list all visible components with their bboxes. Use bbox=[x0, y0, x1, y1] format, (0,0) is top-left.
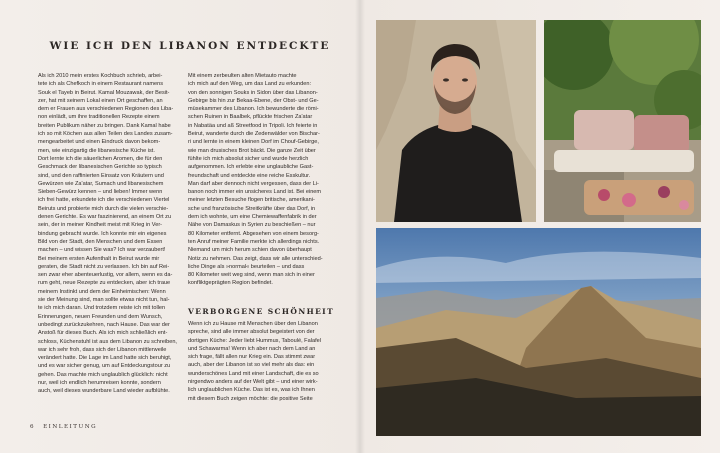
text-line: ich mich auf den Weg, um das Land zu erkunden: bbox=[188, 81, 312, 88]
text-line: bindung gebracht wurde. Ich konnte mir ein eigenes bbox=[38, 230, 167, 237]
text-line: ten Anruf meiner Familie merkte ich allerdings nichts. bbox=[188, 238, 320, 245]
text-line: mit diesem Buch zeigen möchte: die positive Seite bbox=[188, 395, 313, 402]
text-line: ri und lernte in einem kleinen Dorf im Chouf-Gebirge, bbox=[188, 139, 319, 146]
text-line: Gebirge bis hin zur Bekaa-Ebene, der Obst- und Ge- bbox=[188, 97, 319, 104]
text-line: auch, aber der Libanon ist so viel mehr als das: ein bbox=[188, 362, 315, 369]
text-line: Erinnerungen, neuen Freunden und dem Wunsch, bbox=[38, 313, 163, 320]
portrait-photo bbox=[376, 20, 536, 222]
text-line: Mit einem zerbeulten alten Mietauto machte bbox=[188, 73, 297, 79]
text-line: banon noch immer ein unsicheres Land ist. Bei einem bbox=[188, 189, 322, 196]
page-title: WIE ICH DEN LIBANON ENTDECKTE bbox=[49, 40, 331, 52]
text-line: ich so mit Köchen aus allen Teilen des Landes zusam- bbox=[38, 131, 173, 138]
text-line: sche und französische Streitkräfte über das Dorf, in bbox=[188, 205, 316, 212]
text-line: auch, weil dieses wunderbare Land wieder aufblühte. bbox=[38, 388, 170, 395]
text-column-middle-continued bbox=[188, 320, 338, 403]
text-line: Als ich 2010 mein erstes Kochbuch schrieb, arbei- bbox=[38, 73, 163, 79]
text-line: sind, und den raffinierten Einsatz von Kräutern und bbox=[38, 172, 164, 179]
text-line: Beirut, wanderte durch die Zedenwälder von Bischar- bbox=[188, 131, 320, 138]
book-gutter bbox=[355, 0, 365, 453]
text-line: Sieben-Gewürz kennen – und lieben! Immer wenn bbox=[38, 189, 163, 196]
landscape-photo bbox=[376, 228, 701, 436]
text-line: 80 Kilometer entfernt. Abgesehen von einem besorg- bbox=[188, 230, 319, 237]
text-line: verändert hatte. Die Lage im Land hatte sich beruhigt, bbox=[38, 355, 172, 362]
text-line: wunderschönes Land mit einer Landschaft, die es so bbox=[188, 370, 319, 377]
text-line: Man darf aber dennoch nicht vergessen, dass der Li- bbox=[188, 180, 319, 187]
text-line: dortigen Küche: Jeder liebt Hummus, Taboulé, Falafel bbox=[188, 337, 321, 344]
text-line: müsekammer des Libanon. Ich bewunderte die römi- bbox=[188, 106, 319, 113]
text-line: Souk el Tayeb in Beirut. Kamal Mouzawak, der Besit- bbox=[38, 89, 170, 96]
text-line: Bei meinem ersten Aufenthalt in Beirut wurde mir bbox=[38, 255, 160, 262]
text-line: schloss, Küchenstuhl ist aus dem Libanon zu schreiben, bbox=[38, 338, 177, 345]
text-column-middle bbox=[188, 72, 338, 288]
text-line: machen – und wissen Sie was? Ich war verzaubert! bbox=[38, 247, 166, 254]
text-line: Anstoß für dieses Buch. Als ich mich schließlich ent- bbox=[38, 330, 168, 337]
text-line: sen zwar eher abenteuerlustig, vor allem, wenn es da- bbox=[38, 272, 173, 279]
text-line: 80 Kilometer weit weg sind, wenn man sich in einer bbox=[188, 272, 315, 279]
text-line: men, wie einzigartig die libanesische Küche ist. bbox=[38, 147, 155, 154]
text-line: spreche, sind alle immer absolut begeistert von der bbox=[188, 329, 315, 336]
page-number: 6 bbox=[30, 424, 36, 430]
text-line: und es war sicher genug, um auf Entdeckungstour zu bbox=[38, 363, 171, 370]
text-line: dem ich wohnte, um eine Chemiewaffenfabrik in der bbox=[188, 214, 317, 221]
text-line: denen Gerichte. Es war faszinierend, an einem Ort zu bbox=[38, 214, 172, 221]
text-line: gehen. Das machte mich unglaublich glücklich: nicht bbox=[38, 371, 168, 378]
text-line: lich unglaublichen Küche. Das ist es, was ich Ihnen bbox=[188, 387, 315, 394]
page-folio bbox=[30, 424, 97, 430]
text-line: Wenn ich zu Hause mit Menschen über den Libanon bbox=[188, 321, 318, 327]
text-line: geraten, die Stadt nicht zu verlassen. Ich bin auf Rei- bbox=[38, 263, 170, 270]
text-line: Beiruts und probierte mich durch die vielen verschie- bbox=[38, 205, 169, 212]
text-column-left bbox=[38, 72, 176, 396]
text-line: breiten Publikum näher zu bringen. Dank Kamal habe bbox=[38, 122, 171, 129]
text-line: konfliktgeprägten Region befindet. bbox=[188, 280, 273, 287]
text-line: Niemand um mich herum schien davon überhaupt bbox=[188, 247, 312, 254]
text-line: war ich sehr froh, dass sich der Libanon mittlerweile bbox=[38, 346, 167, 353]
text-line: ich frei hatte, erkundete ich die verschiedenen Viertel bbox=[38, 197, 170, 204]
section-subheading: VERBORGENE SCHÖNHEIT bbox=[188, 307, 335, 316]
text-line: te ich mich daran. Und trotzdem reiste ich mit tollen bbox=[38, 305, 166, 312]
text-line: Gewürzen wie Za'atar, Sumach und libanesischem bbox=[38, 180, 164, 187]
text-line: und Schawarma! Wenn ich aber nach dem Land an bbox=[188, 345, 316, 352]
text-line: sich frage, fällt allen nur Krieg ein. Das stimmt zwar bbox=[188, 354, 316, 361]
text-line: schen Ruinen in Baalbek, pflückte frischen Za'atar bbox=[188, 114, 313, 121]
text-line: Bild von der Stadt, den Menschen und dem Essen bbox=[38, 238, 163, 245]
text-line: in Nabatäa und aß Streetfood in Tripoli. Ich feierte in bbox=[188, 122, 318, 129]
text-line: dem er Frauen aus verschiedenen Regionen des Liba- bbox=[38, 106, 174, 113]
text-line: tete ich als Chefkoch in einem Restaurant namens bbox=[38, 81, 163, 88]
text-line: sein, der in meiner Kindheit meist mit Krieg in Ver- bbox=[38, 222, 163, 229]
text-line: sie der Meinung sind, man sollte etwas nicht tun, hal- bbox=[38, 297, 170, 304]
text-line: Dort lernte ich die säuerlichen Aromen, die für den bbox=[38, 155, 163, 162]
text-line: liche Dinge als »normal« beurteilen – und dass bbox=[188, 263, 305, 270]
text-line: rum geht, neue Rezepte zu entdecken, aber ich traue bbox=[38, 280, 171, 287]
text-line: wie man drusisches Brot bäckt. Die ganze Zeit über bbox=[188, 147, 316, 154]
text-line: fühlte ich mich absolut sicher und wurde herzlich bbox=[188, 155, 309, 162]
text-line: mengearbeitet und einen Eindruck davon bekom- bbox=[38, 139, 161, 146]
text-line: meinem Instinkt und dem der Einheimischen: Wenn bbox=[38, 288, 166, 295]
text-line: non einlädt, um ihre traditionellen Rezepte einem bbox=[38, 114, 160, 121]
text-line: nirgendwo anders auf der Welt gibt – und einer wirk- bbox=[188, 379, 318, 386]
text-line: Geschmack der libanesischen Gerichte so typisch bbox=[38, 164, 162, 171]
chapter-label: EINLEITUNG bbox=[43, 424, 98, 430]
text-line: Nähe von Damaskus in Syrien zu beschießen – nur bbox=[188, 222, 316, 229]
text-line: meiner letzten Besuche flogen britische, amerikani- bbox=[188, 197, 315, 204]
terrace-photo bbox=[544, 20, 701, 222]
text-line: aufgenommen. Ich erlebte eine unglaubliche Gast- bbox=[188, 164, 314, 171]
text-line: Notiz zu nehmen. Das zeigt, dass wir alle unterschied- bbox=[188, 255, 323, 262]
text-line: zer, hat mit seinem Lokal einen Ort geschaffen, an bbox=[38, 97, 163, 104]
text-line: von den sonnigen Souks in Sidon über das Libanon- bbox=[188, 89, 318, 96]
text-line: freundschaft und entdeckte eine reiche Esskultur. bbox=[188, 172, 311, 179]
text-line: unbedingt zurückzukehren, nach Hause. Das war der bbox=[38, 321, 170, 328]
text-line: nur, weil ich endlich herumreisen konnte, sondern bbox=[38, 379, 161, 386]
